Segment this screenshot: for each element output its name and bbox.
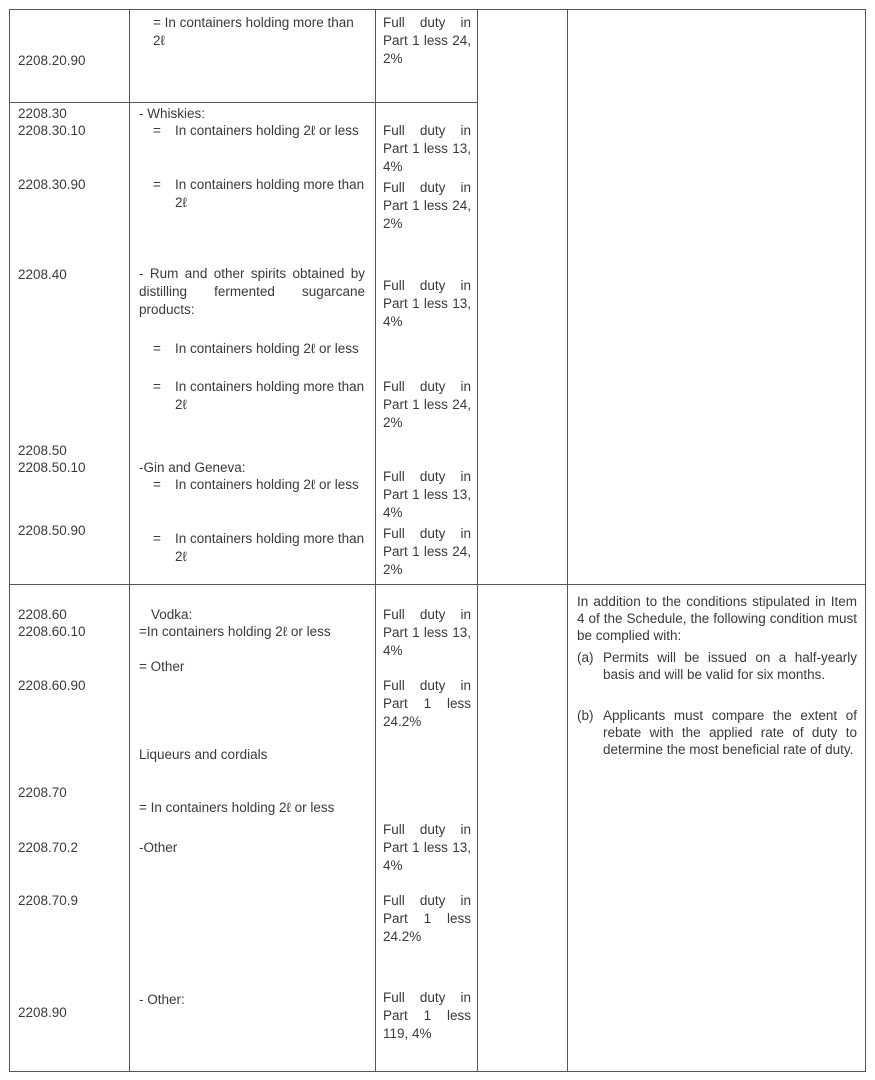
description-subitem: = In containers holding 2ℓ or less: [153, 341, 359, 356]
description-heading: - Rum and other spirits obtained by distilling fermented sugarcane products:: [139, 266, 365, 317]
rate-of-duty: Full duty in Part 1 less 24.2%: [383, 893, 471, 944]
tariff-code: 2208.70.9: [18, 893, 79, 908]
description-subitem: = In containers holding 2ℓ or less: [153, 477, 359, 492]
description-heading: -Gin and Geneva:: [139, 460, 246, 475]
tariff-code: 2208.50.10: [18, 460, 86, 475]
tariff-code: 2208.90: [18, 1005, 67, 1020]
table-border-right: [865, 9, 866, 1072]
table-border-left: [9, 9, 10, 1072]
row-divider-1: [9, 102, 478, 103]
condition-item: (b) Applicants must compare the extent of rebate with the applied rate of duty to determine the most beneficial rate of duty.: [577, 708, 857, 757]
tariff-code: 2208.70.2: [18, 840, 79, 855]
row-divider-2: [9, 584, 866, 585]
description-subitem: = Other: [139, 659, 185, 674]
rate-of-duty: Full duty in Part 1 less 24, 2%: [383, 15, 471, 66]
rate-of-duty: Full duty in Part 1 less 13, 4%: [383, 469, 471, 520]
column-divider-blank-conditions: [567, 9, 568, 1072]
tariff-code: 2208.50: [18, 443, 67, 458]
rate-of-duty: Full duty in Part 1 less 13, 4%: [383, 607, 471, 658]
tariff-code: 2208.30.10: [18, 123, 86, 138]
tariff-code: 2208.40: [18, 267, 67, 282]
conditions-intro: In addition to the conditions stipulated in Item 4 of the Schedule, the following condition must be complied with:: [577, 594, 857, 643]
column-divider-duty-blank: [477, 9, 478, 1072]
description-subitem: = In containers holding 2ℓ or less: [153, 123, 359, 138]
description-subitem: = In containers holding more than 2ℓ: [153, 379, 365, 412]
rate-of-duty: Full duty in Part 1 less 13, 4%: [383, 822, 471, 873]
tariff-code: 2208.20.90: [18, 53, 86, 68]
column-divider-code-desc: [129, 9, 130, 1072]
description-subitem: -Other: [139, 840, 178, 855]
description-subitem: = In containers holding more than 2ℓ: [153, 15, 354, 48]
description-subitem: = In containers holding more than 2ℓ: [153, 531, 365, 564]
tariff-code: 2208.60: [18, 607, 67, 622]
condition-item: (a) Permits will be issued on a half-yearly basis and will be valid for six months.: [577, 650, 857, 682]
description-subitem: =In containers holding 2ℓ or less: [139, 624, 331, 639]
description-subitem: = In containers holding 2ℓ or less: [139, 800, 335, 815]
description-heading: - Whiskies:: [139, 106, 206, 121]
rate-of-duty: Full duty in Part 1 less 24, 2%: [383, 379, 471, 430]
tariff-code: 2208.50.90: [18, 523, 86, 538]
rate-of-duty: Full duty in Part 1 less 24, 2%: [383, 526, 471, 577]
tariff-code: 2208.60.10: [18, 624, 86, 639]
rate-of-duty: Full duty in Part 1 less 13, 4%: [383, 123, 471, 174]
column-divider-desc-duty: [375, 9, 376, 1072]
tariff-code: 2208.30: [18, 106, 67, 121]
tariff-code: 2208.30.90: [18, 177, 86, 192]
rate-of-duty: Full duty in Part 1 less 119, 4%: [383, 990, 471, 1041]
tariff-code: 2208.70: [18, 785, 67, 800]
description-heading: Vodka:: [151, 607, 193, 622]
rate-of-duty: Full duty in Part 1 less 13, 4%: [383, 278, 471, 329]
description-heading: - Other:: [139, 992, 185, 1007]
tariff-code: 2208.60.90: [18, 678, 86, 693]
table-border-top: [9, 9, 866, 10]
rate-of-duty: Full duty in Part 1 less 24.2%: [383, 678, 471, 729]
rate-of-duty: Full duty in Part 1 less 24, 2%: [383, 180, 471, 231]
description-subitem: = In containers holding more than 2ℓ: [153, 177, 365, 210]
table-border-bottom: [9, 1071, 866, 1072]
description-heading: Liqueurs and cordials: [139, 747, 268, 762]
